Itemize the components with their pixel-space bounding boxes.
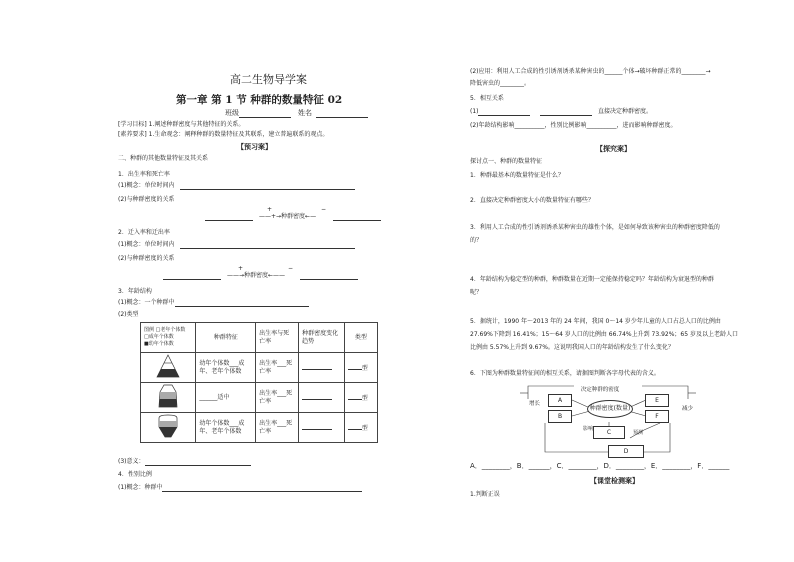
trend-cell[interactable] [299, 353, 345, 383]
pyramid-stable [141, 383, 196, 413]
question-4-line-2: 呢？ [470, 289, 483, 296]
age-structure-table [140, 322, 378, 443]
preview-header: 【预习案】 [237, 143, 272, 151]
plus-sign: + [238, 265, 244, 272]
minus-sign: − [321, 206, 327, 213]
meaning-blank[interactable] [145, 465, 251, 466]
relation-title: 5．相互关系 [470, 95, 504, 102]
pyramid-decline [141, 413, 196, 443]
box-d: D [608, 445, 644, 458]
migration-title: 2．迁入率和迁出率 [118, 229, 170, 236]
age-structure-title: 3．年龄结构 [118, 288, 152, 295]
legend-young: ■幼年个体数 [144, 341, 174, 347]
table-row [141, 413, 378, 443]
type-cell[interactable] [344, 353, 377, 383]
birth-death-title: 1．出生率和死亡率 [118, 171, 170, 178]
type-cell[interactable] [344, 413, 377, 443]
trend-cell[interactable] [299, 413, 345, 443]
section-heading: 二、种群的其他数量特征及其关系 [118, 155, 209, 162]
check-item-1: 1.判断正误 [470, 491, 500, 498]
literacy-requirement: [素养要求] 1.生命观念：阐释种群的数量特征及其联系，建立普遍联系的观点。 [118, 131, 329, 138]
type-suffix: 型 [361, 365, 368, 372]
box-f: F [645, 410, 669, 423]
header-trend: 种群密度变化趋势 [299, 323, 345, 353]
migration-arrow: ——→种群密度←—— [227, 272, 286, 279]
legend-cell [141, 323, 196, 353]
birth-death-concept: (1)概念：单位时间内 [118, 182, 175, 189]
type-suffix: 型 [361, 395, 368, 402]
header-rate: 出生率与死亡率 [256, 323, 299, 353]
birth-death-relation: (2)与种群密度的关系 [118, 196, 175, 203]
answer-line: A．________，B．______，C．________，D．________，E．________，F．______ [470, 462, 730, 470]
rate-cell: 出生率___死亡率 [256, 413, 299, 443]
question-5-line-3: 比例由 5.57%上升到 9.67%。这说明我国人口的年龄结构发生了什么变化？ [470, 344, 674, 351]
age-meaning: (3)意义： [118, 458, 145, 465]
sex-ratio-title: 4．性别比例 [118, 471, 152, 478]
age-structure-blank[interactable] [175, 306, 309, 307]
box-c: C [593, 426, 625, 439]
migration-concept: (1)概念：单位时间内 [118, 241, 175, 248]
pyramid-growth [141, 353, 196, 383]
name-blank[interactable] [316, 117, 368, 118]
feature-cell: ______适中 [196, 383, 256, 413]
migration-blank[interactable] [180, 248, 355, 249]
relation-line-1-prefix: (1) [470, 108, 479, 115]
question-1: 1．种群最基本的数量特征是什么？ [470, 172, 564, 179]
immigration-blank[interactable] [163, 279, 221, 280]
question-4-line-1: 4．年龄结构为稳定型的种群，种群数量在近期一定能保持稳定吗？年龄结构为衰退型的种群 [470, 276, 714, 283]
box-a: A [548, 394, 572, 407]
predict-label: 预测 [633, 430, 644, 436]
class-blank[interactable] [239, 117, 291, 118]
header-feature: 种群特征 [196, 323, 256, 353]
question-5-line-2: 27.69%下降到 16.41%；15～64 岁人口的比例由 66.74%上升到 73.92%；65 岁及以上老龄人口 [470, 331, 738, 338]
feature-cell: 幼年个体数___成年、老年个体数 [196, 413, 256, 443]
feature-cell: 幼年个体数___成年、老年个体数 [196, 353, 256, 383]
check-header: 【课堂检测案】 [590, 477, 639, 485]
box-b: B [548, 410, 572, 423]
page-title: 高二生物导学案 [230, 73, 307, 86]
class-label: 班级 [225, 109, 239, 117]
question-5-line-1: 5．据统计，1990 年～2013 年的 24 年间，我国 0～14 岁少年儿童的人口占总人口的比例由 [470, 318, 721, 325]
legend-old: 图例 □老年个体数 [144, 327, 186, 333]
legend-adult: □成年个体数 [144, 334, 174, 340]
box-e: E [645, 394, 669, 407]
age-structure-concept: (1)概念：一个种群中 [118, 299, 175, 306]
question-2: 2．直接决定种群密度大小的数量特征有哪些？ [470, 197, 594, 204]
influence-label: 影响 [583, 426, 594, 432]
center-ellipse: 种群密度(数量) [587, 400, 633, 418]
death-blank[interactable] [333, 220, 381, 221]
name-label: 姓名 [298, 109, 312, 117]
type-suffix: 型 [361, 425, 368, 432]
increase-label: 增长 [529, 401, 541, 407]
relation-line-2: (2)年龄结构影响__________，性别比例影响__________，进而影响种群密度。 [470, 122, 677, 129]
explore-header: 【探究案】 [596, 145, 631, 153]
header-type: 类型 [344, 323, 377, 353]
question-3-line-2: 的？ [470, 237, 483, 244]
question-3-line-1: 3．利用人工合成的性引诱剂诱杀某种害虫的雄性个体，是如何导致该种害虫的种群密度降低的 [470, 224, 720, 231]
diagram-top-label: 决定种群的密度 [580, 387, 620, 393]
migration-relation: (2)与种群密度的关系 [118, 255, 175, 262]
relation-line-1-suffix: 直接决定种群密度。 [598, 108, 653, 115]
rate-cell: 出生率___死亡率 [256, 353, 299, 383]
birth-blank[interactable] [205, 220, 253, 221]
chapter-title: 第一章 第 1 节 种群的数量特征 02 [176, 94, 343, 106]
explore-point: 探讨点一、种群的数量特征 [470, 158, 543, 165]
decrease-label: 减少 [682, 406, 694, 412]
table-row [141, 353, 378, 383]
birth-arrow: ——+→种群密度←— [259, 213, 317, 220]
sex-ratio-concept: (1)概念：种群中 [118, 484, 163, 491]
relation-blank-1[interactable] [478, 115, 530, 116]
question-6: 6．下图为种群数量特征间的相互关系，请据图判断各字母代表的含义。 [470, 370, 660, 377]
age-type-label: (2)类型 [118, 311, 139, 318]
application-line-1: (2)应用：利用人工合成的性引诱剂诱杀某种害虫的______个体→破坏种群正常的________→ [470, 68, 711, 75]
birth-death-blank[interactable] [180, 189, 355, 190]
application-line-2: 降低害虫的________。 [470, 80, 531, 87]
sex-ratio-blank[interactable] [162, 491, 362, 492]
relation-blank-2[interactable] [540, 115, 592, 116]
trend-cell[interactable] [299, 383, 345, 413]
plus-sign: + [267, 206, 273, 213]
type-cell[interactable] [344, 383, 377, 413]
emigration-blank[interactable] [300, 279, 358, 280]
minus-sign: − [288, 265, 294, 272]
learning-goal: [学习目标] 1.阐述种群密度与其他特征的关系。 [118, 121, 245, 128]
rate-cell: 出生率___死亡率 [256, 383, 299, 413]
table-row [141, 383, 378, 413]
